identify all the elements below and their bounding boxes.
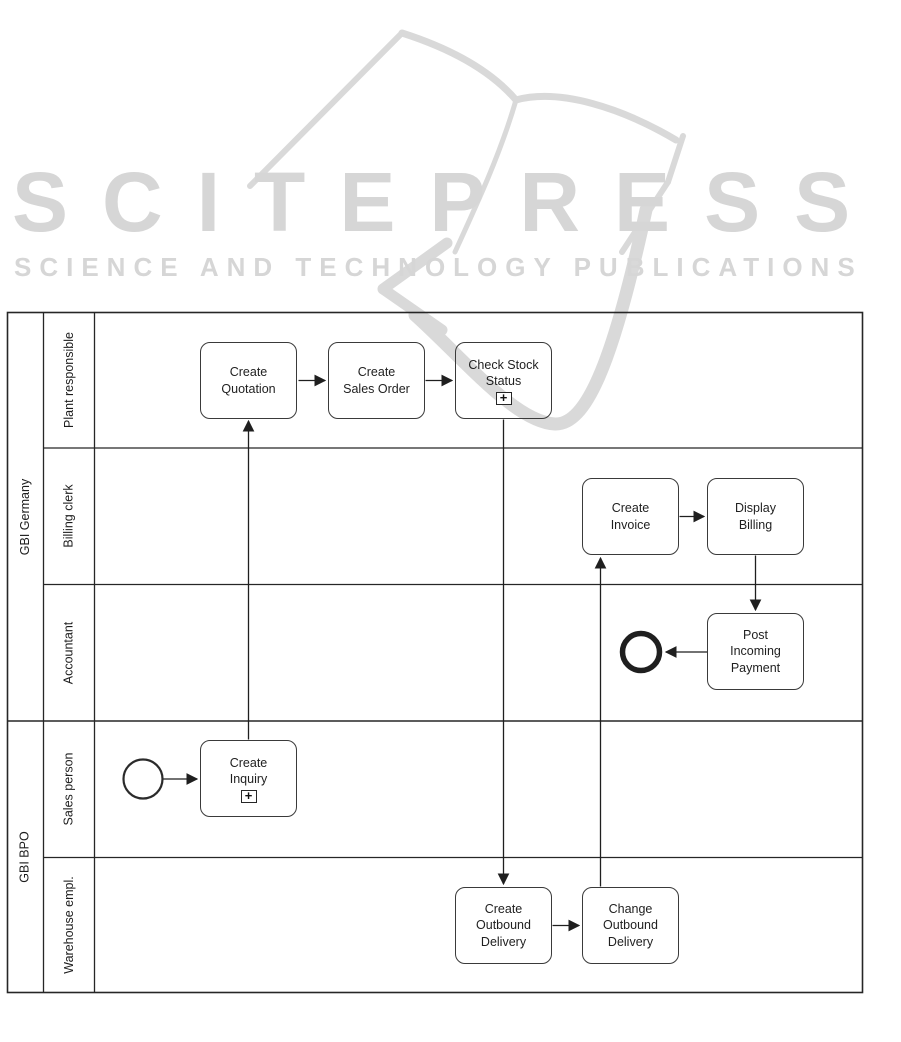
end-event-circle <box>623 634 660 671</box>
task-create-outbound-delivery <box>455 887 552 964</box>
subprocess-plus-icon: + <box>496 392 512 405</box>
scitepress-tagline-text: SCIENCE AND TECHNOLOGY PUBLICATIONS <box>14 252 863 282</box>
sequence-flows <box>164 381 756 926</box>
scitepress-logo-text: SCITEPRESS <box>12 155 885 249</box>
task-label: Create Quotation <box>221 365 276 396</box>
lane-label-accountant <box>43 584 94 721</box>
pool-name: GBI BPO <box>18 831 32 883</box>
lane-name: Accountant <box>61 621 76 684</box>
task-create-invoice <box>582 478 679 555</box>
task-check-stock-status <box>455 342 552 419</box>
lane-label-billing-clerk <box>43 448 94 584</box>
task-label: Create Invoice <box>610 501 651 532</box>
lane-name: Plant responsible <box>61 332 76 428</box>
lane-name: Sales person <box>61 752 76 826</box>
task-create-inquiry <box>200 740 297 817</box>
lane-label-warehouse-empl <box>43 857 94 993</box>
task-display-billing <box>707 478 804 555</box>
lane-label-sales-person <box>43 721 94 857</box>
pool-name: GBI Germany <box>18 478 33 555</box>
start-event-circle <box>124 760 163 799</box>
lane-name: Billing clerk <box>61 484 76 548</box>
task-change-outbound-delivery <box>582 887 679 964</box>
pool-label-gbi-germany <box>7 312 43 721</box>
task-label: Create Sales Order <box>343 365 410 396</box>
task-label: Create Outbound Delivery <box>476 901 531 949</box>
pool-label-gbi-bpo <box>7 721 43 993</box>
task-create-quotation <box>200 342 297 419</box>
lane-label-plant-responsible <box>43 312 94 448</box>
task-create-sales-order <box>328 342 425 419</box>
subprocess-plus-icon: + <box>241 790 257 803</box>
task-post-incoming-payment <box>707 613 804 690</box>
task-label: Change Outbound Delivery <box>603 901 658 949</box>
task-label: Check Stock Status <box>468 357 539 388</box>
task-label: Display Billing <box>735 501 776 532</box>
task-label: Post Incoming Payment <box>730 627 781 675</box>
lane-name: Warehouse empl. <box>61 876 76 974</box>
task-label: Create Inquiry <box>229 755 268 786</box>
